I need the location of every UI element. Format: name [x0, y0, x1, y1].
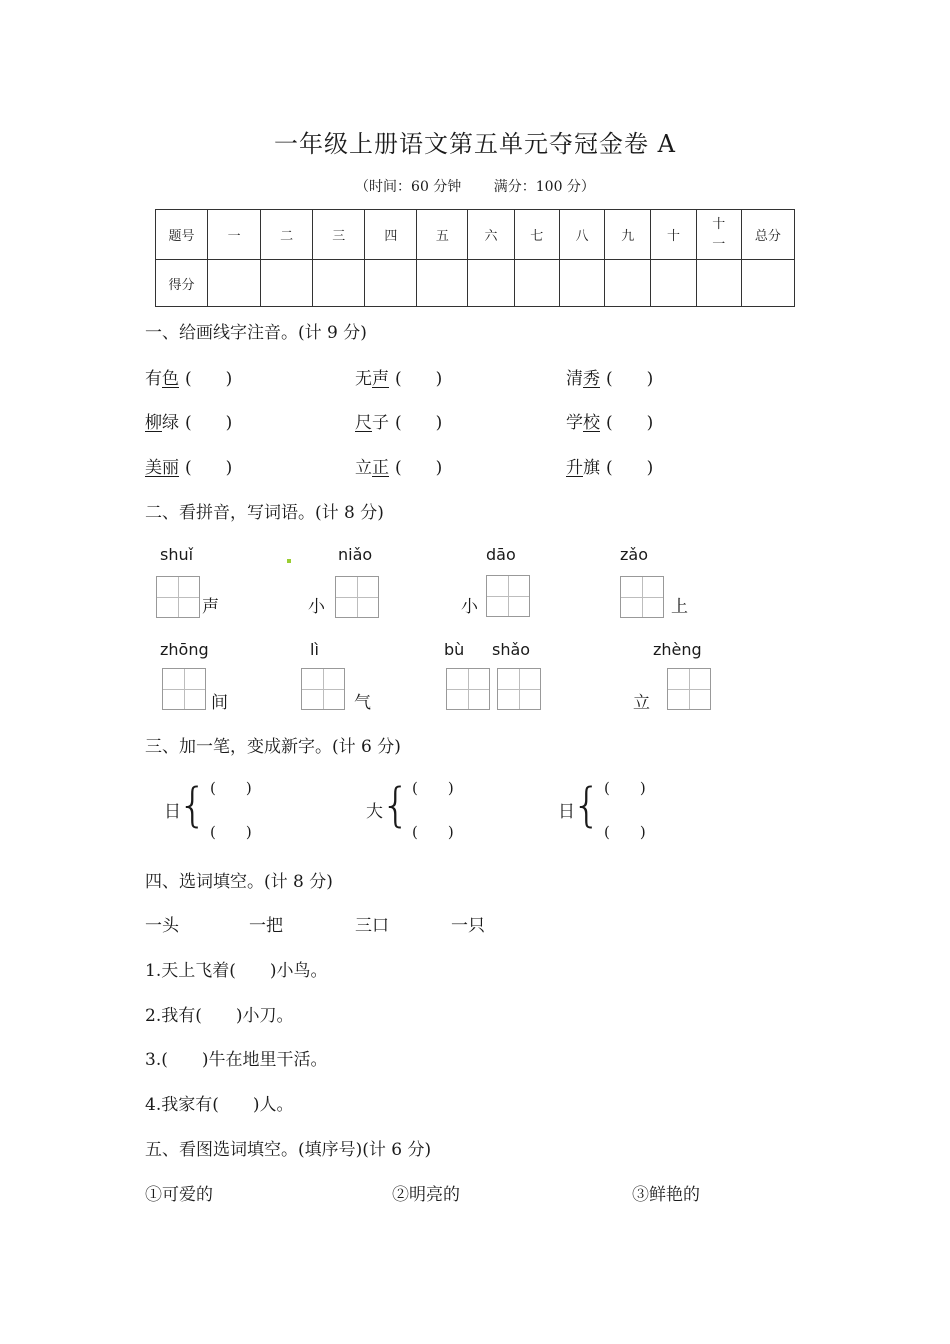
answer-blank[interactable]: ( )	[412, 779, 454, 797]
underlined-char: 升	[566, 458, 583, 478]
underlined-char: 正	[372, 458, 389, 478]
phonetic-item	[145, 364, 232, 389]
time-limit: （时间：60 分钟	[355, 179, 462, 195]
answer-blank[interactable]: ( )	[395, 369, 443, 389]
pinyin-label: shǎo	[492, 640, 531, 659]
writing-grid[interactable]	[667, 668, 711, 710]
score-input-cell[interactable]	[741, 260, 794, 307]
answer-blank[interactable]: ( )	[412, 823, 454, 841]
answer-blank[interactable]: ( )	[395, 458, 443, 478]
word-option: ①可爱的	[145, 1185, 213, 1205]
word-char: 声	[202, 597, 219, 617]
item-text: 立	[355, 458, 372, 478]
pinyin-label: zhōng	[160, 640, 209, 659]
phonetic-item	[566, 453, 653, 478]
item-text: 子	[372, 413, 389, 433]
score-input-cell[interactable]	[514, 260, 559, 307]
table-cell: 一	[208, 210, 261, 260]
base-char: 日	[558, 802, 575, 822]
section-heading: 三、加一笔，变成新字。(计 6 分)	[145, 737, 401, 757]
phonetic-item	[355, 453, 442, 478]
underlined-char: 柳	[145, 413, 162, 433]
underlined-char: 校	[583, 413, 600, 433]
writing-grid[interactable]	[486, 575, 530, 617]
pinyin-label: shuǐ	[160, 545, 194, 564]
answer-blank[interactable]: ( )	[395, 413, 443, 433]
underlined-char: 声	[372, 369, 389, 389]
answer-blank[interactable]: ( )	[185, 458, 233, 478]
table-cell: 四	[365, 210, 417, 260]
writing-grid[interactable]	[620, 576, 664, 618]
item-text: 有	[145, 369, 162, 389]
pinyin-label: zhèng	[653, 640, 702, 659]
fill-sentence[interactable]: 1.天上飞着( )小鸟。	[145, 961, 328, 981]
base-char: 大	[366, 802, 383, 822]
score-input-cell[interactable]	[365, 260, 417, 307]
fill-sentence[interactable]: 3.( )牛在地里干活。	[145, 1050, 328, 1070]
answer-blank[interactable]: ( )	[210, 779, 252, 797]
answer-blank[interactable]: ( )	[185, 369, 233, 389]
item-text: 绿	[162, 413, 179, 433]
word-char: 气	[354, 693, 371, 713]
pinyin-label: zǎo	[620, 545, 648, 564]
word-option: ③鲜艳的	[632, 1185, 700, 1205]
stray-mark	[287, 559, 291, 563]
table-cell: 题号	[156, 210, 208, 260]
word-option: 三口	[355, 916, 389, 936]
table-row	[156, 260, 795, 307]
table-cell-text: 十一	[712, 216, 726, 252]
full-score: 满分：100 分）	[493, 179, 595, 195]
section-heading: 一、给画线字注音。(计 9 分)	[145, 323, 367, 343]
table-cell	[651, 210, 696, 260]
table-cell	[696, 210, 741, 260]
pinyin-label: lì	[310, 640, 319, 659]
writing-grid[interactable]	[301, 668, 345, 710]
phonetic-item	[145, 408, 232, 433]
score-input-cell[interactable]	[417, 260, 468, 307]
word-char: 上	[671, 597, 688, 617]
underlined-char: 色	[162, 369, 179, 389]
answer-blank[interactable]: ( )	[606, 369, 654, 389]
pinyin-label: dāo	[486, 545, 516, 564]
phonetic-item	[355, 364, 442, 389]
phonetic-item	[355, 408, 442, 433]
fill-sentence[interactable]: 2.我有( )小刀。	[145, 1006, 294, 1026]
brace-icon: {	[381, 778, 411, 832]
table-cell: 得分	[156, 260, 208, 307]
pinyin-label: niǎo	[338, 545, 373, 564]
word-option: ②明亮的	[392, 1185, 460, 1205]
score-input-cell[interactable]	[559, 260, 604, 307]
table-cell: 五	[417, 210, 468, 260]
score-input-cell[interactable]	[651, 260, 696, 307]
brace-icon: {	[572, 778, 602, 832]
section-heading: 五、看图选词填空。(填序号)(计 6 分)	[145, 1140, 432, 1160]
answer-blank[interactable]: ( )	[604, 823, 646, 841]
table-cell: 二	[261, 210, 313, 260]
word-char: 间	[211, 693, 228, 713]
answer-blank[interactable]: ( )	[604, 779, 646, 797]
exam-info	[0, 176, 950, 196]
table-cell-text: 十	[666, 229, 680, 244]
table-cell: 九	[605, 210, 651, 260]
score-input-cell[interactable]	[261, 260, 313, 307]
table-cell: 三	[313, 210, 365, 260]
score-input-cell[interactable]	[468, 260, 514, 307]
pinyin-label: bù	[444, 640, 465, 659]
writing-grid[interactable]	[156, 576, 200, 618]
writing-grid[interactable]	[162, 668, 206, 710]
answer-blank[interactable]: ( )	[185, 413, 233, 433]
answer-blank[interactable]: ( )	[606, 413, 654, 433]
item-text: 清	[566, 369, 583, 389]
page-title: 一年级上册语文第五单元夺冠金卷 A	[274, 130, 676, 158]
fill-sentence[interactable]: 4.我家有( )人。	[145, 1095, 294, 1115]
score-table	[155, 209, 795, 307]
underlined-char: 尺	[355, 413, 372, 433]
table-cell: 八	[559, 210, 604, 260]
answer-blank[interactable]: ( )	[606, 458, 654, 478]
score-input-cell[interactable]	[605, 260, 651, 307]
table-row	[156, 210, 795, 260]
base-char: 日	[164, 802, 181, 822]
answer-blank[interactable]: ( )	[210, 823, 252, 841]
word-option: 一头	[145, 916, 179, 936]
writing-grid[interactable]	[335, 576, 379, 618]
word-option: 一把	[249, 916, 283, 936]
section-heading: 四、选词填空。(计 8 分)	[145, 872, 333, 892]
writing-grid[interactable]	[497, 668, 541, 710]
phonetic-item	[566, 364, 653, 389]
score-input-cell[interactable]	[313, 260, 365, 307]
table-cell: 六	[468, 210, 514, 260]
table-cell: 七	[514, 210, 559, 260]
writing-grid[interactable]	[446, 668, 490, 710]
word-char: 小	[308, 597, 325, 617]
word-char: 小	[461, 597, 478, 617]
brace-icon: {	[178, 778, 208, 832]
word-char: 立	[633, 693, 650, 713]
item-text: 学	[566, 413, 583, 433]
phonetic-item	[566, 408, 653, 433]
word-option: 一只	[451, 916, 485, 936]
score-input-cell[interactable]	[696, 260, 741, 307]
item-text: 无	[355, 369, 372, 389]
item-text: 旗	[583, 458, 600, 478]
underlined-char: 美丽	[145, 458, 179, 478]
underlined-char: 秀	[583, 369, 600, 389]
score-input-cell[interactable]	[208, 260, 261, 307]
phonetic-item	[145, 453, 232, 478]
section-heading: 二、看拼音，写词语。(计 8 分)	[145, 503, 384, 523]
table-cell: 总分	[741, 210, 794, 260]
